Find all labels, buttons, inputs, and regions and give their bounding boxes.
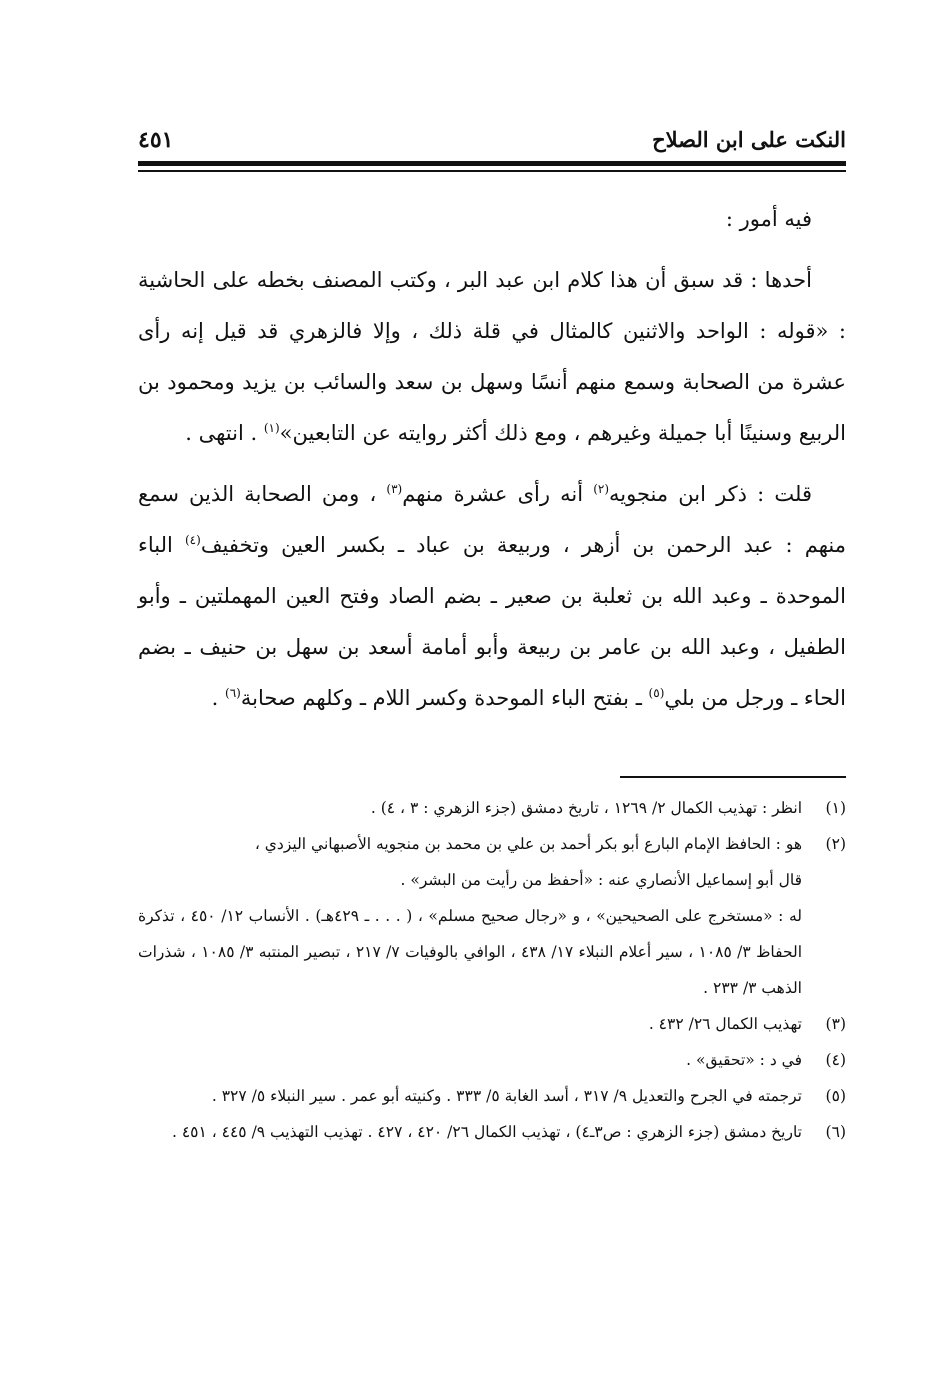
footnote-line: انظر : تهذيب الكمال ٢/ ١٢٦٩ ، تاريخ دمشق (جزء الزهري : ٣ ، ٤) . — [370, 799, 802, 817]
paragraph-text: قلت : ذكر ابن منجويه — [609, 482, 812, 506]
paragraph-text: . انتهى . — [185, 421, 264, 445]
footnote-line: تهذيب الكمال ٢٦/ ٤٣٢ . — [648, 1015, 802, 1033]
footnote-number: (٥) — [825, 1087, 846, 1105]
header-rule-thin — [138, 170, 846, 172]
footnote-number: (٤) — [825, 1051, 846, 1069]
main-text — [138, 194, 846, 724]
footnote-ref: (٢) — [593, 482, 610, 496]
footnote-3 — [138, 1006, 846, 1042]
footnote-separator — [620, 776, 846, 778]
footnote-number: (٦) — [825, 1123, 846, 1141]
footnote-line: له : «مستخرج على الصحيحين» ، و «رجال صحيح مسلم» ، ( . . . ـ ٤٢٩هـ) . الأنساب ١٢/ ٤٥٠ ، تذكرة الحفاظ ٣/ ١٠٨٥ ، سير أعلام النبلاء ١٧/ ٤٣٨ ، الوافي بالوفيات ٧/ ٢١٧ ، تبصير المنتبه ٣/ ١٠٨٥ ، شذرات الذهب ٣/ ٢٣٣ . — [138, 907, 802, 997]
footnote-line: تاريخ دمشق (جزء الزهري : ص٣ـ٤) ، تهذيب الكمال ٢٦/ ٤٢٠ ، ٤٢٧ . تهذيب التهذيب ٩/ ٤٤٥ ، ٤٥١ . — [171, 1123, 802, 1141]
paragraph-text: . — [211, 686, 226, 710]
footnote-number: (٣) — [825, 1015, 846, 1033]
paragraph-text: الباء الموحدة ـ وعبد الله بن ثعلبة بن صعير ـ بضم الصاد وفتح العين المهملتين ـ وأبو الطفيل ، وعبد الله بن عامر بن ربيعة وأبو أمامة أسعد بن سهل بن حنيف ـ بضم الحاء ـ ورجل من بلي — [138, 533, 846, 710]
footnote-4 — [138, 1042, 846, 1078]
page-number: ٤٥١ — [138, 127, 174, 153]
paragraph-first-point — [138, 255, 846, 459]
paragraph-text: أحدها : قد سبق أن هذا كلام ابن عبد البر ، وكتب المصنف بخطه على الحاشية : «قوله : الواحد والاثنين كالمثال في قلة ذلك ، وإلا فالزهري قد قيل إنه رأى عشرة من الصحابة وسمع منهم أنسًا وسهل بن سعد والسائب بن يزيد ومحمود بن الربيع وسنينًا أبا جميلة وغيرهم ، ومع ذلك أكثر روايته عن التابعين» — [138, 268, 846, 445]
footnote-ref: (٣) — [386, 482, 403, 496]
paragraph-text: ـ بفتح الباء الموحدة وكسر اللام ـ وكلهم صحابة — [240, 686, 649, 710]
footnote-ref: (١) — [263, 421, 280, 435]
footnotes — [138, 790, 846, 1150]
running-title: النكت على ابن الصلاح — [652, 127, 846, 152]
footnote-5 — [138, 1078, 846, 1114]
footnote-line: هو : الحافظ الإمام البارع أبو بكر أحمد بن علي بن محمد بن منجويه الأصبهاني اليزدي ، — [254, 835, 802, 853]
footnote-number: (٢) — [825, 835, 846, 853]
intro-line: فيه أمور : — [725, 207, 812, 231]
footnote-2 — [138, 826, 846, 1006]
footnote-6 — [138, 1114, 846, 1150]
footnote-line: ترجمته في الجرح والتعديل ٩/ ٣١٧ ، أسد الغابة ٥/ ٣٣٣ . وكنيته أبو عمر . سير النبلاء ٥/ ٣٢٧ . — [211, 1087, 802, 1105]
footnote-ref: (٦) — [225, 686, 241, 700]
footnote-1 — [138, 790, 846, 826]
footnote-line: في د : «تحقيق» . — [686, 1051, 802, 1069]
header-rule-thick — [138, 161, 846, 166]
paragraph-text: ، ومن الصحابة الذين سمع منهم : عبد الرحمن بن أزهر ، وربيعة بن عباد ـ بكسر العين وتخفيف — [138, 482, 846, 557]
page-header — [138, 122, 846, 158]
footnote-line: قال أبو إسماعيل الأنصاري عنه : «أحفظ من رأيت من البشر» . — [400, 871, 802, 889]
footnote-number: (١) — [825, 799, 846, 817]
paragraph-qultu — [138, 469, 846, 724]
paragraph-text: أنه رأى عشرة منهم — [402, 482, 594, 506]
footnote-ref: (٥) — [648, 686, 665, 700]
footnote-ref: (٤) — [184, 533, 201, 547]
